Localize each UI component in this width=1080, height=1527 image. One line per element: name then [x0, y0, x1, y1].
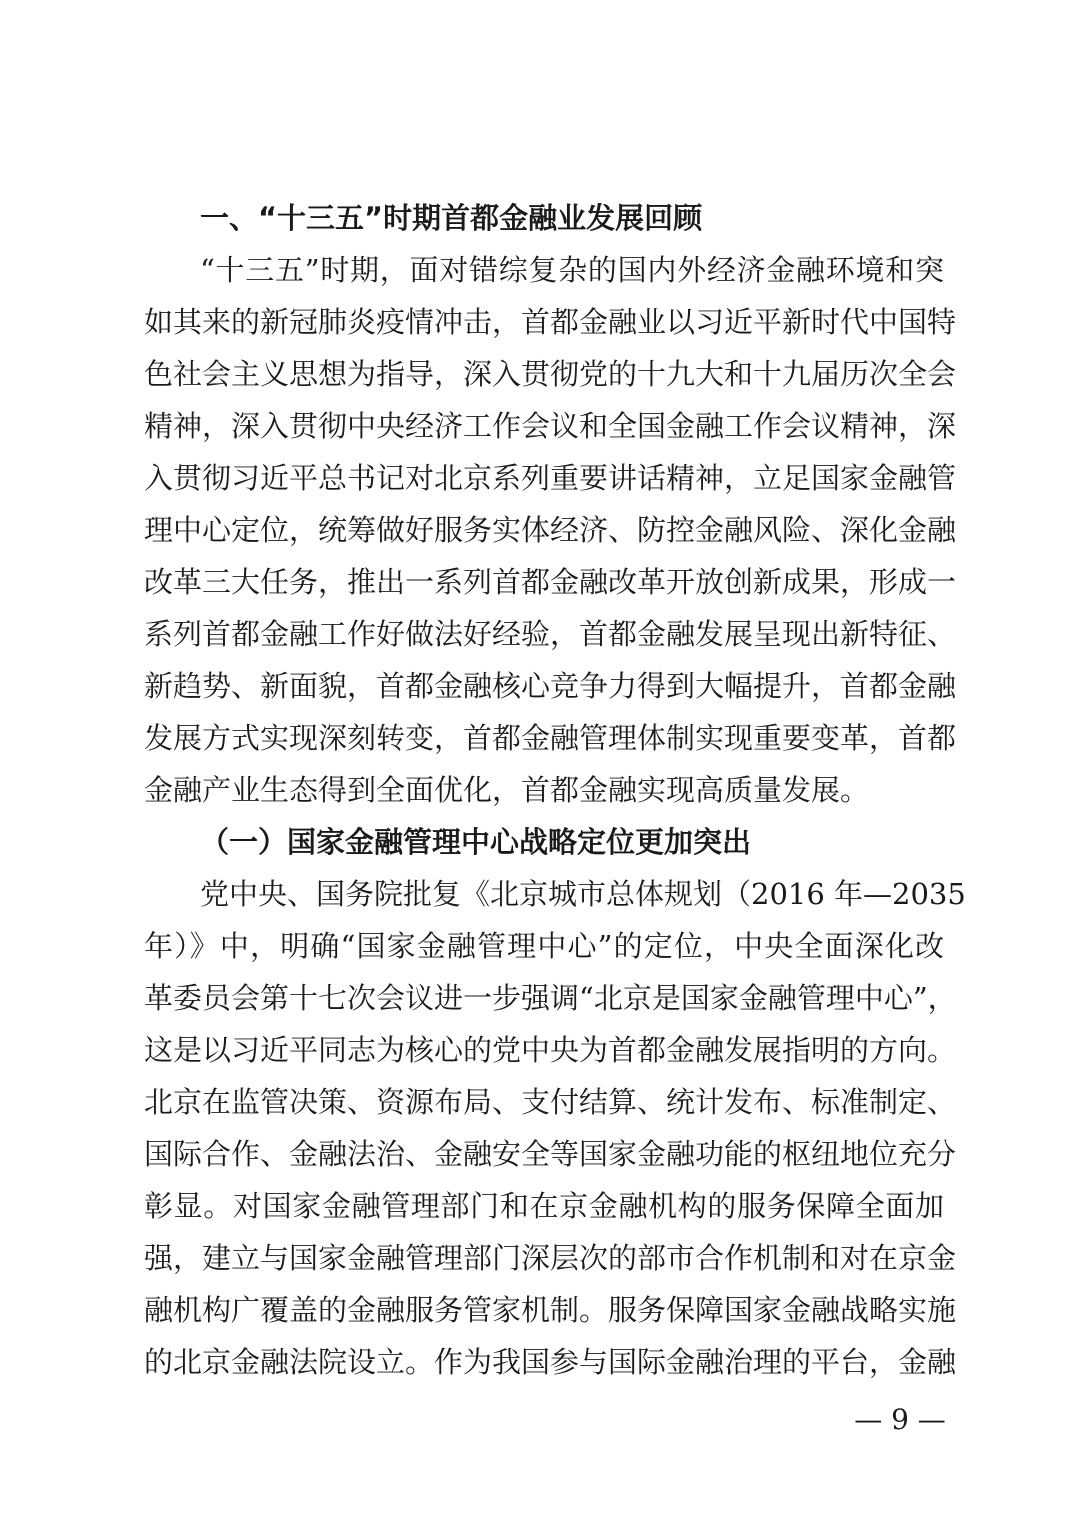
paragraph-line: 北京在监管决策、资源布局、支付结算、统计发布、标准制定、	[144, 1085, 957, 1119]
paragraph-line: 国际合作、金融法治、金融安全等国家金融功能的枢纽地位充分	[144, 1137, 957, 1171]
subsection-heading: （一）国家金融管理中心战略定位更加突出	[200, 825, 752, 859]
paragraph-line: “十三五”时期，面对错综复杂的国内外经济金融环境和突	[200, 253, 944, 287]
paragraph-line: 党中央、国务院批复《北京城市总体规划（2016 年—2035	[200, 877, 966, 911]
paragraph-line: 融机构广覆盖的金融服务管家机制。服务保障国家金融战略实施	[144, 1293, 957, 1327]
paragraph-line: 如其来的新冠肺炎疫情冲击，首都金融业以习近平新时代中国特	[144, 305, 957, 339]
paragraph-line: 革委员会第十七次会议进一步强调“北京是国家金融管理中心”，	[144, 981, 957, 1015]
paragraph-line: 金融产业生态得到全面优化，首都金融实现高质量发展。	[144, 773, 870, 807]
paragraph-line: 改革三大任务，推出一系列首都金融改革开放创新成果，形成一	[144, 565, 957, 599]
paragraph-line: 的北京金融法院设立。作为我国参与国际金融治理的平台，金融	[144, 1345, 957, 1379]
paragraph-line: 强，建立与国家金融管理部门深层次的部市合作机制和对在京金	[144, 1241, 957, 1275]
paragraph-line: 这是以习近平同志为核心的党中央为首都金融发展指明的方向。	[144, 1033, 957, 1067]
paragraph-line: 理中心定位，统筹做好服务实体经济、防控金融风险、深化金融	[144, 513, 957, 547]
paragraph-line: 色社会主义思想为指导，深入贯彻党的十九大和十九届历次全会	[144, 357, 957, 391]
paragraph-line: 入贯彻习近平总书记对北京系列重要讲话精神，立足国家金融管	[144, 461, 957, 495]
paragraph-line: 发展方式实现深刻转变，首都金融管理体制实现重要变革，首都	[144, 721, 957, 755]
page-number: — 9 —	[854, 1403, 946, 1436]
paragraph-line: 彰显。对国家金融管理部门和在京金融机构的服务保障全面加	[144, 1189, 944, 1223]
section-heading: 一、“十三五”时期首都金融业发展回顾	[200, 201, 703, 235]
paragraph-line: 年）》中，明确“国家金融管理中心”的定位，中央全面深化改	[144, 929, 944, 963]
paragraph-line: 新趋势、新面貌，首都金融核心竞争力得到大幅提升，首都金融	[144, 669, 957, 703]
paragraph-line: 精神，深入贯彻中央经济工作会议和全国金融工作会议精神，深	[144, 409, 957, 443]
paragraph-line: 系列首都金融工作好做法好经验，首都金融发展呈现出新特征、	[144, 617, 957, 651]
